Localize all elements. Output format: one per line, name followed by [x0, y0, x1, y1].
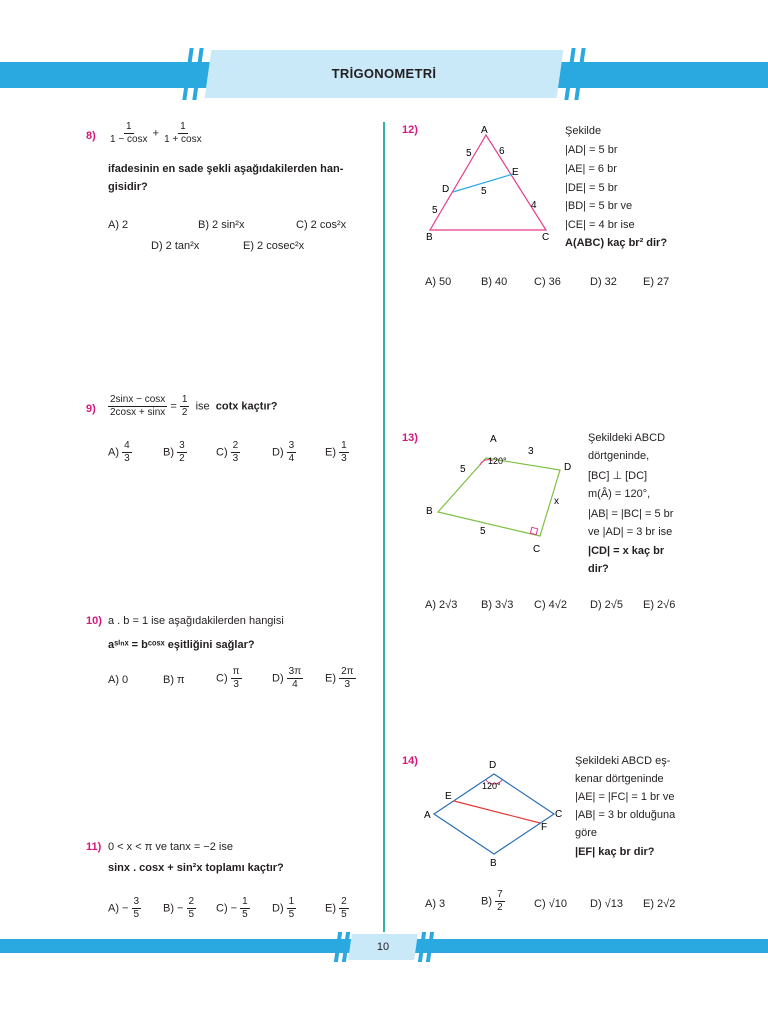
fraction: $\frac{7}{2}$: [497, 889, 503, 913]
given-line: |DE| = 5 br: [565, 182, 618, 194]
fraction: $\frac{2}{3}$: [232, 440, 239, 464]
option-e[interactable]: E) 2√6: [643, 599, 676, 611]
option-a[interactable]: A) 3: [425, 898, 446, 910]
option-a[interactable]: A) 2: [108, 219, 129, 231]
vertex-b: B: [426, 232, 433, 243]
column-divider: [383, 122, 385, 932]
option-e[interactable]: E) $\frac{1}{3}$: [325, 440, 347, 464]
option-e[interactable]: E) 2 cosec²x: [243, 240, 305, 252]
given-line: |AB| = |BC| = 5 br: [588, 508, 674, 520]
question-number: 9): [86, 403, 96, 415]
expression: $\frac{2\sin x - \cos x}{2\cos x + \sin x}$ = $\frac{1}{2}$ ise cotx kaçtır?: [110, 394, 278, 418]
fraction: $\frac{3\pi}{4}$: [288, 666, 302, 690]
fraction: $\frac{1}{1 - \cos x}$: [110, 121, 148, 145]
given-line: |CE| = 4 br ise: [565, 219, 635, 231]
vertex-c: C: [555, 809, 563, 820]
question-number: 10): [86, 615, 102, 627]
given-line: |AB| = 3 br olduğuna: [575, 809, 676, 821]
page-number: 10: [376, 941, 390, 953]
given-line: |BD| = 5 br ve: [565, 200, 633, 212]
fraction: $\frac{2}{5}$: [188, 896, 195, 920]
question-number: 14): [402, 755, 418, 767]
angle-label: 120°: [488, 456, 507, 466]
fraction: $\frac{2\pi}{3}$: [341, 666, 354, 690]
given-line: |AE| = |FC| = 1 br ve: [575, 791, 675, 803]
option-e[interactable]: E) 27: [643, 276, 670, 288]
option-d[interactable]: D) 2 tan²x: [151, 240, 200, 252]
option-b[interactable]: B) 2 sin²x: [198, 219, 245, 231]
question-number: 12): [402, 124, 418, 136]
given-line: ve |AD| = 3 br ise: [588, 526, 673, 538]
fraction: $\frac{1}{2}$: [181, 394, 188, 418]
option-b[interactable]: B) π: [163, 674, 185, 686]
option-a[interactable]: A) 2√3: [425, 599, 458, 611]
question-text: |EF| kaç br dir?: [575, 846, 655, 858]
page-title: TRİGONOMETRİ: [331, 66, 437, 81]
vertex-d: D: [564, 462, 572, 473]
option-b[interactable]: B) 40: [481, 276, 508, 288]
length-ab: 5: [460, 464, 466, 475]
given-line: [BC] ⊥ [DC]: [588, 470, 648, 482]
fraction: $\frac{\pi}{3}$: [232, 666, 240, 690]
question-text: 0 < x < π ve tanx = −2 ise: [108, 841, 233, 853]
option-d[interactable]: D) $\frac{1}{5}$: [272, 896, 295, 920]
question-number: 11): [86, 841, 102, 853]
option-d[interactable]: D) $\frac{3}{4}$: [272, 440, 295, 464]
length-bd: 5: [432, 205, 438, 216]
option-b[interactable]: B) $\frac{3}{2}$: [163, 440, 185, 464]
fraction: $\frac{4}{3}$: [124, 440, 130, 464]
option-b[interactable]: B) − $\frac{2}{5}$: [163, 896, 195, 920]
length-de: 5: [481, 186, 487, 197]
question-text: aˢⁱⁿˣ = bᶜᵒˢˣ eşitliğini sağlar?: [108, 639, 255, 651]
option-c[interactable]: C) 36: [534, 276, 561, 288]
given-line: Şekildeki ABCD eş-: [575, 755, 671, 767]
option-e[interactable]: E) 2√2: [643, 898, 676, 910]
length-bc: 5: [480, 526, 486, 537]
question-text: ifadesinin en sade şekli aşağıdakilerden han-: [108, 163, 344, 175]
vertex-a: A: [481, 125, 488, 136]
option-b[interactable]: B) 3√3: [481, 599, 514, 611]
option-d[interactable]: D) $\frac{3\pi}{4}$: [272, 666, 302, 690]
vertex-c: C: [542, 232, 550, 243]
option-a[interactable]: A) − $\frac{3}{5}$: [108, 896, 140, 920]
segment-ef: [454, 801, 540, 823]
given-line: kenar dörtgeninde: [575, 773, 664, 785]
point-e: E: [445, 791, 452, 802]
vertex-b: B: [490, 858, 497, 869]
given-line: m(Â) = 120°,: [588, 488, 651, 500]
length-x: x: [554, 496, 559, 507]
option-d[interactable]: D) 2√5: [590, 599, 623, 611]
triangle-figure: [420, 120, 560, 245]
quadrilateral-figure: [420, 428, 580, 560]
fraction: $\frac{2}{5}$: [341, 896, 347, 920]
rhombus-figure: [420, 752, 570, 872]
fraction: $\frac{1}{1 + \cos x}$: [164, 121, 202, 145]
given-line: Şekilde: [565, 125, 602, 137]
length-ad: 3: [528, 446, 534, 457]
option-a[interactable]: A) $\frac{4}{3}$: [108, 440, 130, 464]
triangle-abc: [430, 135, 546, 230]
length-ae: 6: [499, 146, 505, 157]
vertex-e: E: [512, 167, 519, 178]
option-e[interactable]: E) $\frac{2\pi}{3}$: [325, 666, 354, 690]
quadrilateral-abcd: [438, 458, 560, 536]
length-ce: 4: [531, 200, 537, 211]
option-c[interactable]: C) $\frac{\pi}{3}$: [216, 666, 240, 690]
point-f: F: [541, 822, 548, 833]
angle-label: 120°: [482, 781, 501, 791]
question-text: A(ABC) kaç br² dir?: [565, 237, 668, 249]
vertex-c: C: [533, 544, 541, 555]
option-c[interactable]: C) 4√2: [534, 599, 567, 611]
vertex-a: A: [424, 810, 431, 821]
fraction: $\frac{2\sin x - \cos x}{2\cos x + \sin x}$: [110, 394, 166, 418]
length-ad: 5: [466, 148, 472, 159]
fraction: $\frac{3}{4}$: [288, 440, 295, 464]
option-d[interactable]: D) √13: [590, 898, 623, 910]
option-c[interactable]: C) − $\frac{1}{5}$: [216, 896, 248, 920]
question-number: 8): [86, 130, 96, 142]
right-angle-mark: [530, 527, 537, 534]
option-d[interactable]: D) 32: [590, 276, 617, 288]
vertex-d: D: [489, 760, 497, 771]
option-a[interactable]: A) 0: [108, 674, 129, 686]
question-text: sinx . cosx + sin²x toplamı kaçtır?: [108, 862, 284, 874]
fraction: $\frac{1}{5}$: [242, 896, 248, 920]
fraction: $\frac{3}{5}$: [133, 896, 140, 920]
question-text: dir?: [588, 563, 609, 575]
question-text: |CD| = x kaç br: [588, 545, 665, 557]
fraction: $\frac{1}{5}$: [288, 896, 295, 920]
given-line: göre: [575, 827, 598, 839]
fraction: $\frac{1}{3}$: [341, 440, 347, 464]
vertex-d: D: [442, 184, 450, 195]
question-text: a . b = 1 ise aşağıdakilerden hangisi: [108, 615, 284, 627]
given-line: dörtgeninde,: [588, 450, 650, 462]
vertex-b: B: [426, 506, 433, 517]
option-c[interactable]: C) 2 cos²x: [296, 219, 347, 231]
fraction: $\frac{3}{2}$: [179, 440, 185, 464]
expression: $\frac{1}{1 - \cos x}$ + $\frac{1}{1 + \cos x}$: [110, 121, 202, 145]
question-number: 13): [402, 432, 418, 444]
option-c[interactable]: C) √10: [534, 898, 567, 910]
given-line: Şekildeki ABCD: [588, 432, 666, 444]
question-text: gisidir?: [108, 181, 148, 193]
given-line: |AD| = 5 br: [565, 144, 618, 156]
option-c[interactable]: C) $\frac{2}{3}$: [216, 440, 239, 464]
vertex-a: A: [490, 434, 497, 445]
given-line: |AE| = 6 br: [565, 163, 617, 175]
option-e[interactable]: E) $\frac{2}{5}$: [325, 896, 347, 920]
option-b[interactable]: B) $\frac{7}{2}$: [481, 889, 503, 913]
option-a[interactable]: A) 50: [425, 276, 452, 288]
